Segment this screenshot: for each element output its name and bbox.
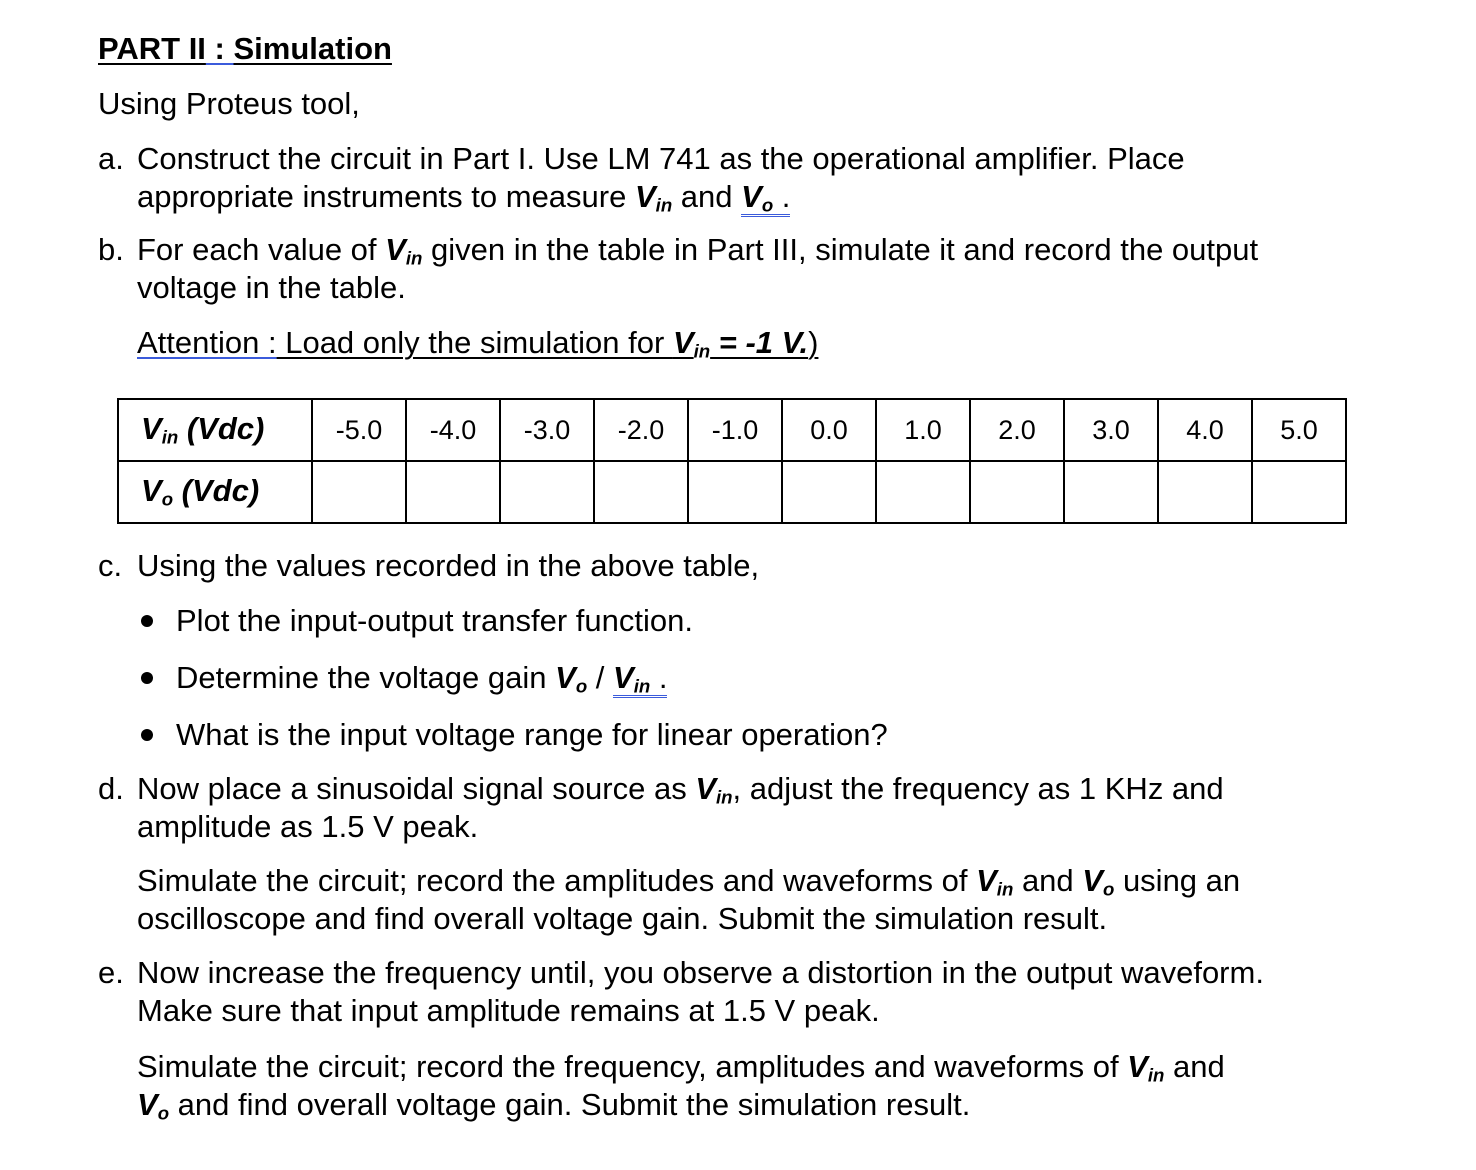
- table-cell: 3.0: [1064, 399, 1158, 461]
- item-d-para2-line1: Simulate the circuit; record the amplitudes and waveforms of $V_{in}$ and $V_o$ using an: [137, 863, 1241, 900]
- item-e-para2-line1: Simulate the circuit; record the frequency, amplitudes and waveforms of $V_{in}$ and: [137, 1049, 1225, 1086]
- vin-symbol: $V_{in}$ .: [613, 660, 668, 697]
- item-a-line2: [137, 181, 790, 215]
- heading-colon: :: [205, 31, 234, 66]
- item-d-line2: amplitude as 1.5 V peak.: [137, 809, 479, 844]
- attention-value: $V_{in} = -1$ V.: [672, 325, 809, 362]
- item-b-line2: voltage in the table.: [137, 270, 406, 305]
- item-d-marker: d.: [98, 771, 124, 806]
- table-cell: -4.0: [406, 399, 500, 461]
- table-row-vo: [118, 461, 1346, 523]
- item-c-marker: c.: [98, 548, 123, 583]
- item-a-line1: Construct the circuit in Part I. Use LM 741 as the operational amplifier. Place: [137, 141, 1185, 176]
- vin-symbol: $V_{in}$: [634, 179, 673, 216]
- bullet-icon: [141, 615, 153, 627]
- heading-part: PART II: [98, 31, 206, 66]
- table-cell-empty[interactable]: [1252, 461, 1346, 523]
- table-cell-empty[interactable]: [876, 461, 970, 523]
- vo-symbol: $V_o$: [555, 660, 588, 697]
- vin-symbol: $V_{in}$: [385, 232, 423, 269]
- table-cell: -5.0: [312, 399, 406, 461]
- table-cell-empty[interactable]: [594, 461, 688, 523]
- table-cell: 1.0: [876, 399, 970, 461]
- item-a-marker: a.: [98, 141, 124, 176]
- heading-title: Simulation: [233, 31, 392, 66]
- section-heading: [98, 33, 392, 64]
- table-cell-empty[interactable]: [1158, 461, 1252, 523]
- item-d-line1: Now place a sinusoidal signal source as $V_{in}$, adjust the frequency as 1 KHz and: [137, 771, 1224, 808]
- vo-symbol: $V_o$: [1082, 863, 1115, 900]
- item-a-line2-text: appropriate instruments to measure: [137, 179, 635, 214]
- item-c-bullet2: Determine the voltage gain $V_o / V_{in}$ .: [176, 660, 668, 697]
- table-cell-empty[interactable]: [500, 461, 594, 523]
- item-e-para2-line2: $V_o$ and find overall voltage gain. Submit the simulation result.: [137, 1087, 971, 1124]
- table-cell: -2.0: [594, 399, 688, 461]
- table-cell: 4.0: [1158, 399, 1252, 461]
- item-c-bullet3: What is the input voltage range for linear operation?: [176, 717, 888, 752]
- attention-note: Attention : Load only the simulation for $V_{in} = -1$ V.): [137, 325, 819, 362]
- vin-vo-table: [117, 398, 1347, 524]
- row-header-vin: $V_{in}$ (Vdc): [118, 399, 312, 461]
- item-a-line2-and: and: [672, 179, 742, 214]
- row-header-vo: $V_o$ (Vdc): [118, 461, 312, 523]
- item-b-marker: b.: [98, 232, 124, 267]
- table-cell: 0.0: [782, 399, 876, 461]
- table-cell-empty[interactable]: [688, 461, 782, 523]
- table-cell: -3.0: [500, 399, 594, 461]
- attention-text: Load only the simulation for: [276, 325, 673, 360]
- bullet-icon: [141, 672, 153, 684]
- item-c-line1: Using the values recorded in the above table,: [137, 548, 760, 583]
- table-cell: 5.0: [1252, 399, 1346, 461]
- vin-symbol: $V_{in}$: [695, 771, 733, 808]
- vo-symbol: $V_o$ .: [741, 179, 791, 216]
- item-d-para2-line2: oscilloscope and find overall voltage gain. Submit the simulation result.: [137, 901, 1108, 936]
- intro-text: Using Proteus tool,: [98, 86, 360, 121]
- bullet-icon: [141, 729, 153, 741]
- vin-symbol: $V_{in}$: [976, 863, 1014, 900]
- table-cell-empty[interactable]: [782, 461, 876, 523]
- table-cell-empty[interactable]: [1064, 461, 1158, 523]
- vin-symbol: $V_{in}$: [1127, 1049, 1165, 1086]
- table-cell-empty[interactable]: [406, 461, 500, 523]
- item-c-bullet1: Plot the input-output transfer function.: [176, 603, 693, 638]
- table-cell: -1.0: [688, 399, 782, 461]
- item-b-line1: For each value of $V_{in}$ given in the table in Part III, simulate it and record the output: [137, 232, 1259, 269]
- table-cell-empty[interactable]: [312, 461, 406, 523]
- attention-label: Attention :: [137, 325, 277, 360]
- item-e-line1: Now increase the frequency until, you observe a distortion in the output waveform.: [137, 955, 1264, 990]
- table-cell: 2.0: [970, 399, 1064, 461]
- table-cell-empty[interactable]: [970, 461, 1064, 523]
- vo-symbol: $V_o$: [137, 1087, 170, 1124]
- item-e-line2: Make sure that input amplitude remains at 1.5 V peak.: [137, 993, 880, 1028]
- table-row-vin: [118, 399, 1346, 461]
- item-e-marker: e.: [98, 955, 124, 990]
